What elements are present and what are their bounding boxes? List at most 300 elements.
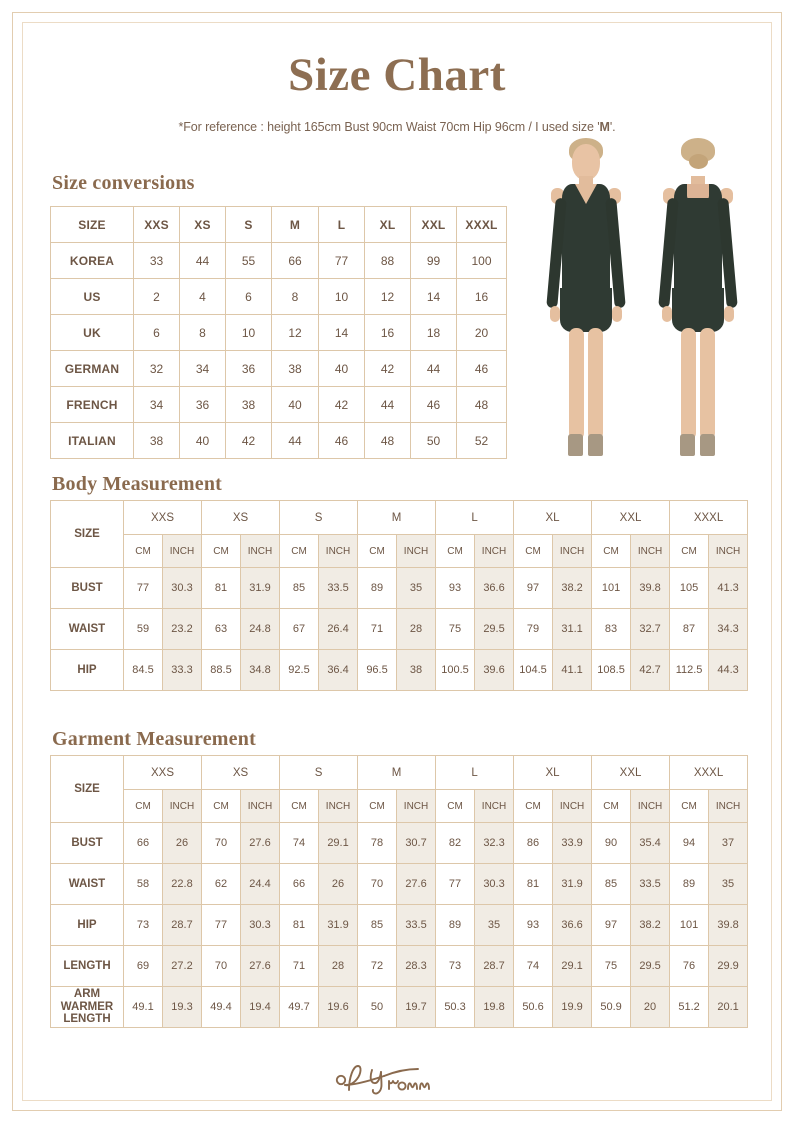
table-row xyxy=(51,946,748,987)
shoe-right xyxy=(588,434,603,456)
table-cell: 20.1 xyxy=(709,987,748,1028)
table-cell: 90 xyxy=(592,823,631,864)
table-cell: 38.2 xyxy=(553,568,592,609)
row-label-bust: BUST xyxy=(51,823,124,864)
column-header-xl: XL xyxy=(514,756,592,790)
table-cell: 112.5 xyxy=(670,650,709,691)
table-cell: 28.7 xyxy=(163,905,202,946)
row-label-arm-warmer-length: ARM WARMER LENGTH xyxy=(51,987,124,1028)
table-cell: 46 xyxy=(457,351,507,387)
table-cell: 44.3 xyxy=(709,650,748,691)
table-cell: 30.3 xyxy=(163,568,202,609)
table-row xyxy=(51,823,748,864)
column-header-xxl: XXL xyxy=(592,756,670,790)
table-row xyxy=(51,387,507,423)
column-header-xl: XL xyxy=(514,501,592,535)
shoe-right xyxy=(700,434,715,456)
table-cell: 44 xyxy=(180,243,226,279)
table-cell: 48 xyxy=(457,387,507,423)
table-cell: 27.2 xyxy=(163,946,202,987)
table-cell: 35 xyxy=(397,568,436,609)
column-header-xxxl: XXXL xyxy=(457,207,507,243)
size-conversions-table xyxy=(50,206,507,459)
table-cell: 73 xyxy=(436,946,475,987)
table-cell: 94 xyxy=(670,823,709,864)
column-header-xs: XS xyxy=(202,756,280,790)
table-cell: 34.8 xyxy=(241,650,280,691)
table-cell: 19.7 xyxy=(397,987,436,1028)
table-cell: 19.3 xyxy=(163,987,202,1028)
column-header-unit-inch: INCH xyxy=(475,790,514,823)
section-heading-body-measurement: Body Measurement xyxy=(52,473,223,495)
table-cell: 41.3 xyxy=(709,568,748,609)
column-header-size: SIZE xyxy=(51,501,124,568)
table-cell: 26 xyxy=(319,864,358,905)
table-cell: 33.5 xyxy=(631,864,670,905)
table-cell: 58 xyxy=(124,864,163,905)
column-header-unit-cm: CM xyxy=(670,535,709,568)
table-cell: 79 xyxy=(514,609,553,650)
garment-measurement-table xyxy=(50,755,748,1028)
table-cell: 49.7 xyxy=(280,987,319,1028)
reference-note-size: M xyxy=(599,120,610,134)
table-cell: 100 xyxy=(457,243,507,279)
table-cell: 74 xyxy=(514,946,553,987)
column-header-unit-inch: INCH xyxy=(163,790,202,823)
table-cell: 29.5 xyxy=(631,946,670,987)
table-row xyxy=(51,905,748,946)
column-header-unit-cm: CM xyxy=(280,535,319,568)
table-cell: 49.4 xyxy=(202,987,241,1028)
column-header-unit-cm: CM xyxy=(592,790,631,823)
table-cell: 27.6 xyxy=(241,946,280,987)
table-cell: 40 xyxy=(272,387,319,423)
table-cell: 96.5 xyxy=(358,650,397,691)
table-cell: 81 xyxy=(280,905,319,946)
table-cell: 71 xyxy=(358,609,397,650)
table-cell: 28.3 xyxy=(397,946,436,987)
table-cell: 50.3 xyxy=(436,987,475,1028)
table-cell: 35 xyxy=(709,864,748,905)
table-cell: 2 xyxy=(134,279,180,315)
table-cell: 31.9 xyxy=(319,905,358,946)
table-row xyxy=(51,568,748,609)
leg-right xyxy=(700,328,715,440)
row-label-length: LENGTH xyxy=(51,946,124,987)
table-cell: 89 xyxy=(436,905,475,946)
table-cell: 105 xyxy=(670,568,709,609)
page-title: Size Chart xyxy=(288,49,506,101)
table-cell: 8 xyxy=(272,279,319,315)
table-cell: 75 xyxy=(592,946,631,987)
table-cell: 46 xyxy=(319,423,365,459)
head-shape xyxy=(572,144,600,180)
table-header-row xyxy=(51,207,507,243)
table-cell: 20 xyxy=(631,987,670,1028)
column-header-size: SIZE xyxy=(51,207,134,243)
table-cell: 19.4 xyxy=(241,987,280,1028)
column-header-s: S xyxy=(280,501,358,535)
column-header-xxxl: XXXL xyxy=(670,756,748,790)
table-cell: 50.6 xyxy=(514,987,553,1028)
table-cell: 16 xyxy=(457,279,507,315)
row-label-us: US xyxy=(51,279,134,315)
table-cell: 87 xyxy=(670,609,709,650)
section-heading-size-conversions: Size conversions xyxy=(52,172,195,194)
table-cell: 35 xyxy=(475,905,514,946)
table-cell: 71 xyxy=(280,946,319,987)
column-header-unit-inch: INCH xyxy=(553,790,592,823)
row-label-bust: BUST xyxy=(51,568,124,609)
table-cell: 32.7 xyxy=(631,609,670,650)
column-header-unit-cm: CM xyxy=(436,535,475,568)
column-header-unit-inch: INCH xyxy=(319,790,358,823)
table-cell: 51.2 xyxy=(670,987,709,1028)
table-cell: 77 xyxy=(436,864,475,905)
table-cell: 88.5 xyxy=(202,650,241,691)
table-cell: 63 xyxy=(202,609,241,650)
table-cell: 26.4 xyxy=(319,609,358,650)
table-cell: 78 xyxy=(358,823,397,864)
hair-bun xyxy=(689,154,708,169)
row-label-waist: WAIST xyxy=(51,609,124,650)
column-header-xxs: XXS xyxy=(124,501,202,535)
column-header-unit-inch: INCH xyxy=(163,535,202,568)
table-cell: 31.1 xyxy=(553,609,592,650)
column-header-m: M xyxy=(358,501,436,535)
table-cell: 100.5 xyxy=(436,650,475,691)
table-row xyxy=(51,423,507,459)
column-header-size: SIZE xyxy=(51,756,124,823)
column-header-unit-inch: INCH xyxy=(475,535,514,568)
table-cell: 50.9 xyxy=(592,987,631,1028)
column-header-unit-cm: CM xyxy=(280,790,319,823)
column-header-l: L xyxy=(436,501,514,535)
table-cell: 24.4 xyxy=(241,864,280,905)
reference-note-prefix: *For reference : height 165cm Bust 90cm Waist 70cm Hip 96cm / I used size ' xyxy=(178,120,600,134)
table-cell: 36.6 xyxy=(475,568,514,609)
table-cell: 104.5 xyxy=(514,650,553,691)
table-cell: 14 xyxy=(319,315,365,351)
dress-skirt-back xyxy=(672,288,724,332)
section-heading-garment-measurement: Garment Measurement xyxy=(52,728,256,750)
table-row xyxy=(51,243,507,279)
table-cell: 66 xyxy=(280,864,319,905)
column-header-m: M xyxy=(358,756,436,790)
table-cell: 19.9 xyxy=(553,987,592,1028)
column-header-unit-inch: INCH xyxy=(631,790,670,823)
table-cell: 97 xyxy=(514,568,553,609)
table-cell: 40 xyxy=(319,351,365,387)
model-front-view xyxy=(531,138,641,493)
table-cell: 27.6 xyxy=(397,864,436,905)
table-cell: 8 xyxy=(180,315,226,351)
column-header-unit-inch: INCH xyxy=(397,790,436,823)
table-cell: 59 xyxy=(124,609,163,650)
row-label-waist: WAIST xyxy=(51,864,124,905)
table-cell: 16 xyxy=(365,315,411,351)
row-label-korea: KOREA xyxy=(51,243,134,279)
table-cell: 73 xyxy=(124,905,163,946)
table-cell: 85 xyxy=(358,905,397,946)
table-cell: 41.1 xyxy=(553,650,592,691)
table-cell: 72 xyxy=(358,946,397,987)
table-cell: 85 xyxy=(592,864,631,905)
column-header-unit-cm: CM xyxy=(514,790,553,823)
column-header-xxl: XXL xyxy=(411,207,457,243)
table-cell: 88 xyxy=(365,243,411,279)
table-cell: 52 xyxy=(457,423,507,459)
hand-left xyxy=(662,306,672,322)
row-label-italian: ITALIAN xyxy=(51,423,134,459)
table-cell: 12 xyxy=(365,279,411,315)
table-cell: 32 xyxy=(134,351,180,387)
table-cell: 36.6 xyxy=(553,905,592,946)
table-cell: 81 xyxy=(202,568,241,609)
table-cell: 36 xyxy=(226,351,272,387)
table-header-row-sizes xyxy=(51,501,748,535)
table-cell: 31.9 xyxy=(241,568,280,609)
table-cell: 14 xyxy=(411,279,457,315)
table-cell: 42 xyxy=(226,423,272,459)
table-cell: 42 xyxy=(365,351,411,387)
table-row xyxy=(51,609,748,650)
table-cell: 77 xyxy=(319,243,365,279)
leg-right xyxy=(588,328,603,440)
column-header-unit-inch: INCH xyxy=(631,535,670,568)
column-header-unit-cm: CM xyxy=(202,790,241,823)
table-cell: 34 xyxy=(180,351,226,387)
model-illustrations xyxy=(525,138,757,493)
row-label-hip: HIP xyxy=(51,905,124,946)
table-cell: 83 xyxy=(592,609,631,650)
table-cell: 20 xyxy=(457,315,507,351)
table-cell: 40 xyxy=(180,423,226,459)
table-cell: 69 xyxy=(124,946,163,987)
table-cell: 37 xyxy=(709,823,748,864)
table-row xyxy=(51,351,507,387)
table-cell: 42 xyxy=(319,387,365,423)
table-cell: 33.3 xyxy=(163,650,202,691)
column-header-unit-inch: INCH xyxy=(397,535,436,568)
column-header-unit-inch: INCH xyxy=(709,790,748,823)
hand-left xyxy=(550,306,560,322)
column-header-xxxl: XXXL xyxy=(670,501,748,535)
column-header-unit-inch: INCH xyxy=(553,535,592,568)
table-cell: 108.5 xyxy=(592,650,631,691)
column-header-xs: XS xyxy=(202,501,280,535)
row-label-uk: UK xyxy=(51,315,134,351)
column-header-unit-cm: CM xyxy=(124,535,163,568)
table-cell: 101 xyxy=(670,905,709,946)
table-cell: 44 xyxy=(365,387,411,423)
column-header-unit-inch: INCH xyxy=(709,535,748,568)
column-header-unit-cm: CM xyxy=(670,790,709,823)
table-cell: 77 xyxy=(124,568,163,609)
model-back-view xyxy=(643,138,753,493)
table-cell: 36.4 xyxy=(319,650,358,691)
table-cell: 86 xyxy=(514,823,553,864)
table-cell: 66 xyxy=(272,243,319,279)
table-cell: 6 xyxy=(134,315,180,351)
table-cell: 70 xyxy=(358,864,397,905)
table-cell: 39.8 xyxy=(631,568,670,609)
table-cell: 93 xyxy=(436,568,475,609)
table-cell: 93 xyxy=(514,905,553,946)
table-cell: 23.2 xyxy=(163,609,202,650)
table-cell: 39.8 xyxy=(709,905,748,946)
table-cell: 35.4 xyxy=(631,823,670,864)
table-cell: 33 xyxy=(134,243,180,279)
table-cell: 81 xyxy=(514,864,553,905)
column-header-unit-inch: INCH xyxy=(319,535,358,568)
column-header-s: S xyxy=(226,207,272,243)
row-label-german: GERMAN xyxy=(51,351,134,387)
table-row xyxy=(51,279,507,315)
table-cell: 28 xyxy=(397,609,436,650)
shoe-left xyxy=(568,434,583,456)
table-cell: 29.1 xyxy=(553,946,592,987)
hand-right xyxy=(724,306,734,322)
table-cell: 26 xyxy=(163,823,202,864)
table-row xyxy=(51,315,507,351)
column-header-unit-cm: CM xyxy=(124,790,163,823)
table-header-row-sizes xyxy=(51,756,748,790)
table-cell: 28.7 xyxy=(475,946,514,987)
table-cell: 34.3 xyxy=(709,609,748,650)
table-cell: 50 xyxy=(358,987,397,1028)
shoe-left xyxy=(680,434,695,456)
table-cell: 36 xyxy=(180,387,226,423)
table-header-row-units xyxy=(51,535,748,568)
reference-note-suffix: '. xyxy=(609,120,616,134)
table-header-row-units xyxy=(51,790,748,823)
column-header-xs: XS xyxy=(180,207,226,243)
table-cell: 70 xyxy=(202,823,241,864)
table-cell: 62 xyxy=(202,864,241,905)
column-header-l: L xyxy=(436,756,514,790)
table-row xyxy=(51,864,748,905)
column-header-unit-cm: CM xyxy=(436,790,475,823)
table-cell: 85 xyxy=(280,568,319,609)
table-cell: 42.7 xyxy=(631,650,670,691)
table-cell: 30.7 xyxy=(397,823,436,864)
table-cell: 34 xyxy=(134,387,180,423)
table-cell: 38.2 xyxy=(631,905,670,946)
table-cell: 31.9 xyxy=(553,864,592,905)
table-cell: 55 xyxy=(226,243,272,279)
table-cell: 38 xyxy=(272,351,319,387)
column-header-s: S xyxy=(280,756,358,790)
column-header-l: L xyxy=(319,207,365,243)
table-cell: 48 xyxy=(365,423,411,459)
table-cell: 70 xyxy=(202,946,241,987)
table-cell: 99 xyxy=(411,243,457,279)
table-cell: 4 xyxy=(180,279,226,315)
column-header-unit-inch: INCH xyxy=(241,535,280,568)
column-header-unit-inch: INCH xyxy=(241,790,280,823)
table-cell: 89 xyxy=(358,568,397,609)
body-measurement-table xyxy=(50,500,748,691)
brand-script-logo-icon xyxy=(332,1058,462,1102)
table-cell: 24.8 xyxy=(241,609,280,650)
table-cell: 27.6 xyxy=(241,823,280,864)
table-cell: 29.5 xyxy=(475,609,514,650)
row-label-hip: HIP xyxy=(51,650,124,691)
table-cell: 49.1 xyxy=(124,987,163,1028)
table-cell: 19.6 xyxy=(319,987,358,1028)
brand-logo xyxy=(0,1058,794,1107)
table-cell: 92.5 xyxy=(280,650,319,691)
column-header-xxs: XXS xyxy=(124,756,202,790)
table-cell: 29.9 xyxy=(709,946,748,987)
table-cell: 38 xyxy=(397,650,436,691)
table-cell: 46 xyxy=(411,387,457,423)
table-cell: 18 xyxy=(411,315,457,351)
table-cell: 38 xyxy=(226,387,272,423)
table-cell: 19.8 xyxy=(475,987,514,1028)
column-header-unit-cm: CM xyxy=(202,535,241,568)
column-header-xl: XL xyxy=(365,207,411,243)
table-cell: 38 xyxy=(134,423,180,459)
table-cell: 67 xyxy=(280,609,319,650)
row-label-french: FRENCH xyxy=(51,387,134,423)
table-cell: 44 xyxy=(272,423,319,459)
table-cell: 77 xyxy=(202,905,241,946)
column-header-xxl: XXL xyxy=(592,501,670,535)
table-cell: 30.3 xyxy=(241,905,280,946)
table-cell: 50 xyxy=(411,423,457,459)
column-header-unit-cm: CM xyxy=(358,535,397,568)
table-cell: 39.6 xyxy=(475,650,514,691)
table-cell: 10 xyxy=(319,279,365,315)
table-cell: 76 xyxy=(670,946,709,987)
table-cell: 12 xyxy=(272,315,319,351)
table-cell: 101 xyxy=(592,568,631,609)
table-cell: 33.5 xyxy=(319,568,358,609)
dress-skirt-front xyxy=(560,288,612,332)
table-cell: 84.5 xyxy=(124,650,163,691)
table-cell: 75 xyxy=(436,609,475,650)
column-header-m: M xyxy=(272,207,319,243)
table-cell: 6 xyxy=(226,279,272,315)
reference-note xyxy=(0,120,794,134)
table-cell: 22.8 xyxy=(163,864,202,905)
table-cell: 32.3 xyxy=(475,823,514,864)
table-cell: 74 xyxy=(280,823,319,864)
table-cell: 44 xyxy=(411,351,457,387)
table-cell: 97 xyxy=(592,905,631,946)
column-header-unit-cm: CM xyxy=(358,790,397,823)
leg-left xyxy=(569,328,584,440)
column-header-unit-cm: CM xyxy=(514,535,553,568)
table-cell: 33.9 xyxy=(553,823,592,864)
table-cell: 29.1 xyxy=(319,823,358,864)
column-header-xxs: XXS xyxy=(134,207,180,243)
table-row xyxy=(51,650,748,691)
table-cell: 28 xyxy=(319,946,358,987)
table-cell: 82 xyxy=(436,823,475,864)
table-cell: 66 xyxy=(124,823,163,864)
column-header-unit-cm: CM xyxy=(592,535,631,568)
table-cell: 30.3 xyxy=(475,864,514,905)
leg-left xyxy=(681,328,696,440)
hand-right xyxy=(612,306,622,322)
table-row xyxy=(51,987,748,1028)
table-cell: 89 xyxy=(670,864,709,905)
back-strap-bar xyxy=(687,198,709,208)
table-cell: 10 xyxy=(226,315,272,351)
